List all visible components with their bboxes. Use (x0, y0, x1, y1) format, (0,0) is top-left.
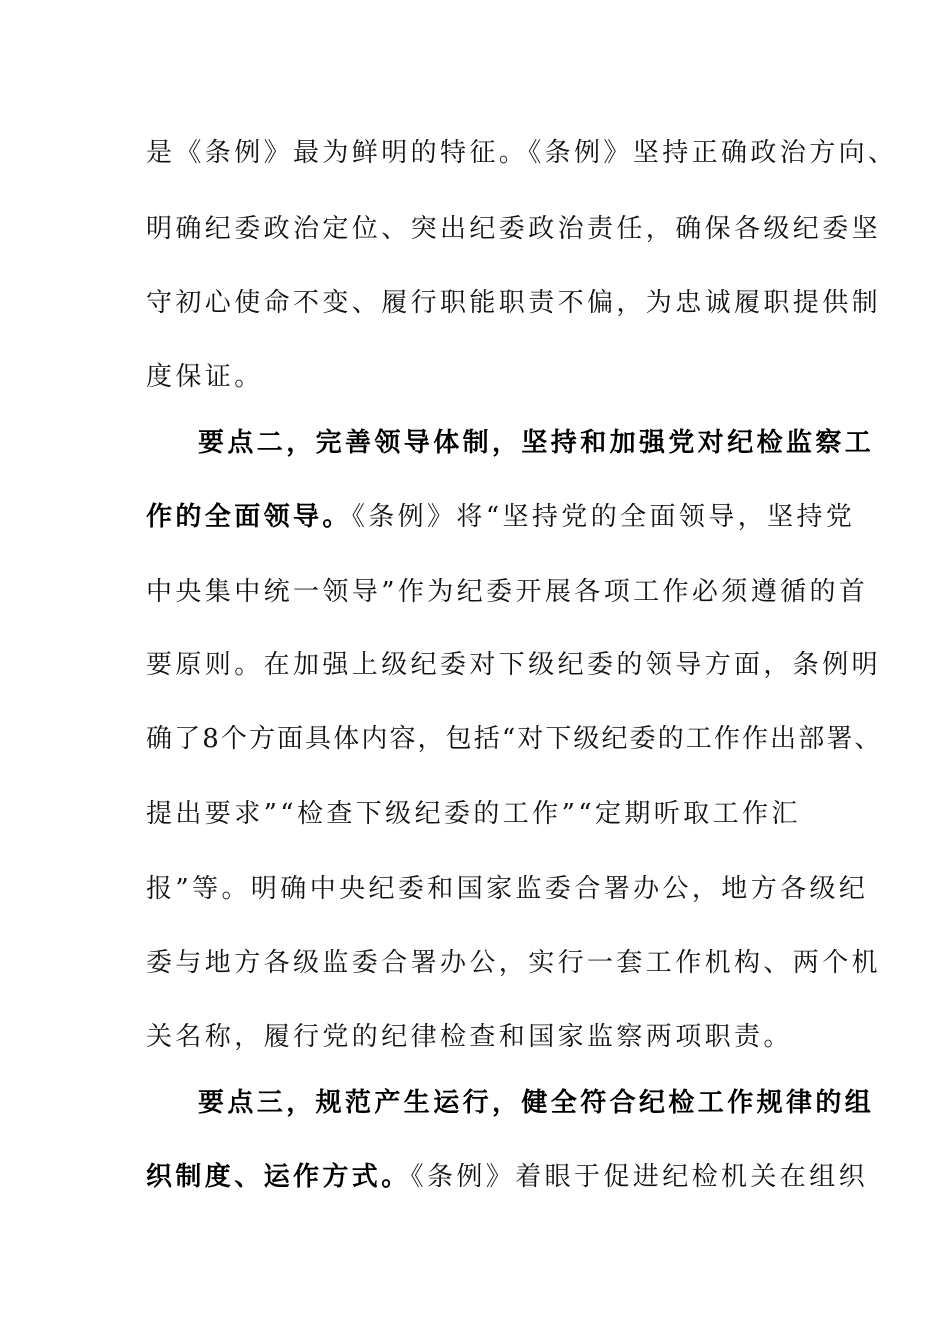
line-text: 明确纪委政治定位、突出纪委政治责任，确保各级纪委坚 (146, 214, 882, 244)
text-line (146, 500, 855, 534)
text-line (146, 136, 897, 170)
text-line (146, 1160, 868, 1194)
line-text: 是《条例》最为鲜明的特征。《条例》坚持正确政治方向、 (146, 138, 898, 168)
line-text: 委与地方各级监委合署办公，实行一套工作机构、两个机 (146, 948, 882, 978)
text-line (146, 575, 868, 609)
line-text: 《条例》着眼于促进纪检机关在组织 (410, 1162, 869, 1192)
section-heading: 织制度、运作方式。 (146, 1162, 411, 1192)
line-text: 提出要求”“检查下级纪委的工作”“定期听取工作汇 (146, 799, 801, 829)
line-text: 《条例》将“坚持党的全面领导，坚持党 (351, 502, 856, 532)
text-line (146, 286, 881, 320)
text-line (146, 1020, 793, 1054)
section-heading: 要点三，规范产生运行，健全符合纪检工作规律的组 (198, 1088, 875, 1118)
text-line (146, 946, 881, 980)
section-heading-line (198, 1086, 874, 1120)
text-line (146, 648, 881, 682)
line-text: 守初心使命不变、履行职能职责不偏，为忠诚履职提供制 (146, 288, 882, 318)
section-heading: 要点二，完善领导体制，坚持和加强党对纪检监察工 (198, 428, 875, 458)
section-heading: 作的全面领导。 (146, 502, 352, 532)
text-line (146, 360, 264, 394)
line-text: 度保证。 (146, 362, 264, 392)
line-text: 要原则。在加强上级纪委对下级纪委的领导方面，条例明 (146, 650, 882, 680)
section-heading-line (198, 426, 874, 460)
line-text: 报”等。明确中央纪委和国家监委合署办公，地方各级纪 (146, 874, 869, 904)
text-line (146, 722, 883, 756)
line-text: 中央集中统一领导”作为纪委开展各项工作必须遵循的首 (146, 577, 869, 607)
text-line (146, 797, 801, 831)
text-line (146, 872, 868, 906)
line-text: 关名称，履行党的纪律检查和国家监察两项职责。 (146, 1022, 793, 1052)
text-line (146, 212, 881, 246)
line-text: 确了8个方面具体内容，包括“对下级纪委的工作作出部署、 (146, 724, 883, 754)
